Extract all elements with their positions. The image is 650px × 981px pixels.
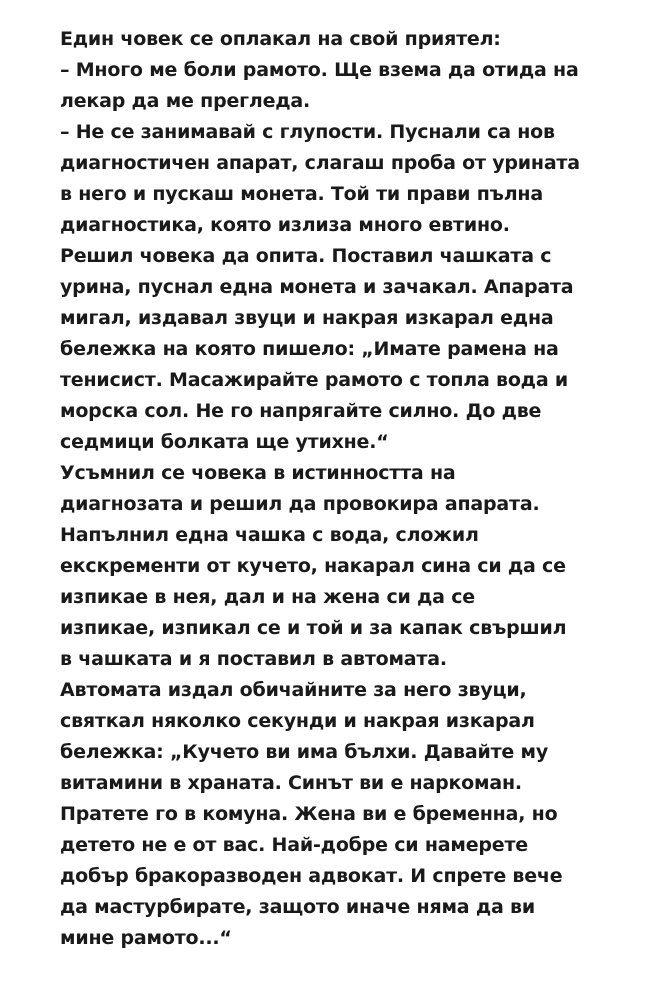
text-line: бележка на която пишело: „Имате рамена на [60,338,559,360]
text-line: Автомата издал обичайните за него звуци, [60,679,527,701]
text-line: екскременти от кучето, накарал сина си да се [60,555,566,577]
text-line: витамини в храната. Синът ви е наркоман. [60,772,522,794]
text-line: Решил човека да опита. Поставил чашката с [60,245,552,267]
text-line: седмици болката ще утихне.“ [60,431,389,453]
text-line: мине рамото...“ [60,927,232,949]
text-line: детето не е от вас. Най-добре си намерете [60,834,528,856]
text-line: Пратете го в комуна. Жена ви е бременна, но [60,803,558,825]
text-line: в чашката и я поставил в автомата. [60,648,447,670]
text-line: в него и пускаш монета. Той ти прави пълна [60,183,543,205]
text-line: тенисист. Масажирайте рамото с топла вода и [60,369,568,391]
text-line: – Много ме боли рамото. Ще взема да отида на [60,59,579,81]
text-line: Напълнил една чашка с вода, сложил [60,524,479,546]
text-line: изпикае в нея, дал и на жена си да се [60,586,475,608]
text-line: – Не се занимавай с глупости. Пуснали са нов [60,121,555,143]
text-line: Усъмнил се човека в истинността на [60,462,456,484]
text-line: бележка: „Кучето ви има бълхи. Давайте му [60,741,549,763]
text-line: добър бракоразводен адвокат. И спрете вече [60,865,563,887]
text-line: мигал, издавал звуци и накрая изкарал една [60,307,554,329]
text-line: диагностичен апарат, слагаш проба от урината [60,152,580,174]
text-line: Един човек се оплакал на свой приятел: [60,28,501,50]
text-line: урина, пуснал една монета и зачакал. Апарата [60,276,574,298]
text-line: морска сол. Не го напрягайте силно. До две [60,400,542,422]
text-line: святкал няколко секунди и накрая изкарал [60,710,535,732]
text-line: изпикае, изпикал се и той и за капак свършил [60,617,567,639]
text-line: диагностика, която излиза много евтино. [60,214,510,236]
joke-text [60,24,600,954]
text-line: лекар да ме прегледа. [60,90,311,112]
text-line: диагнозата и решил да провокира апарата. [60,493,540,515]
text-line: да мастурбирате, защото иначе няма да ви [60,896,535,918]
